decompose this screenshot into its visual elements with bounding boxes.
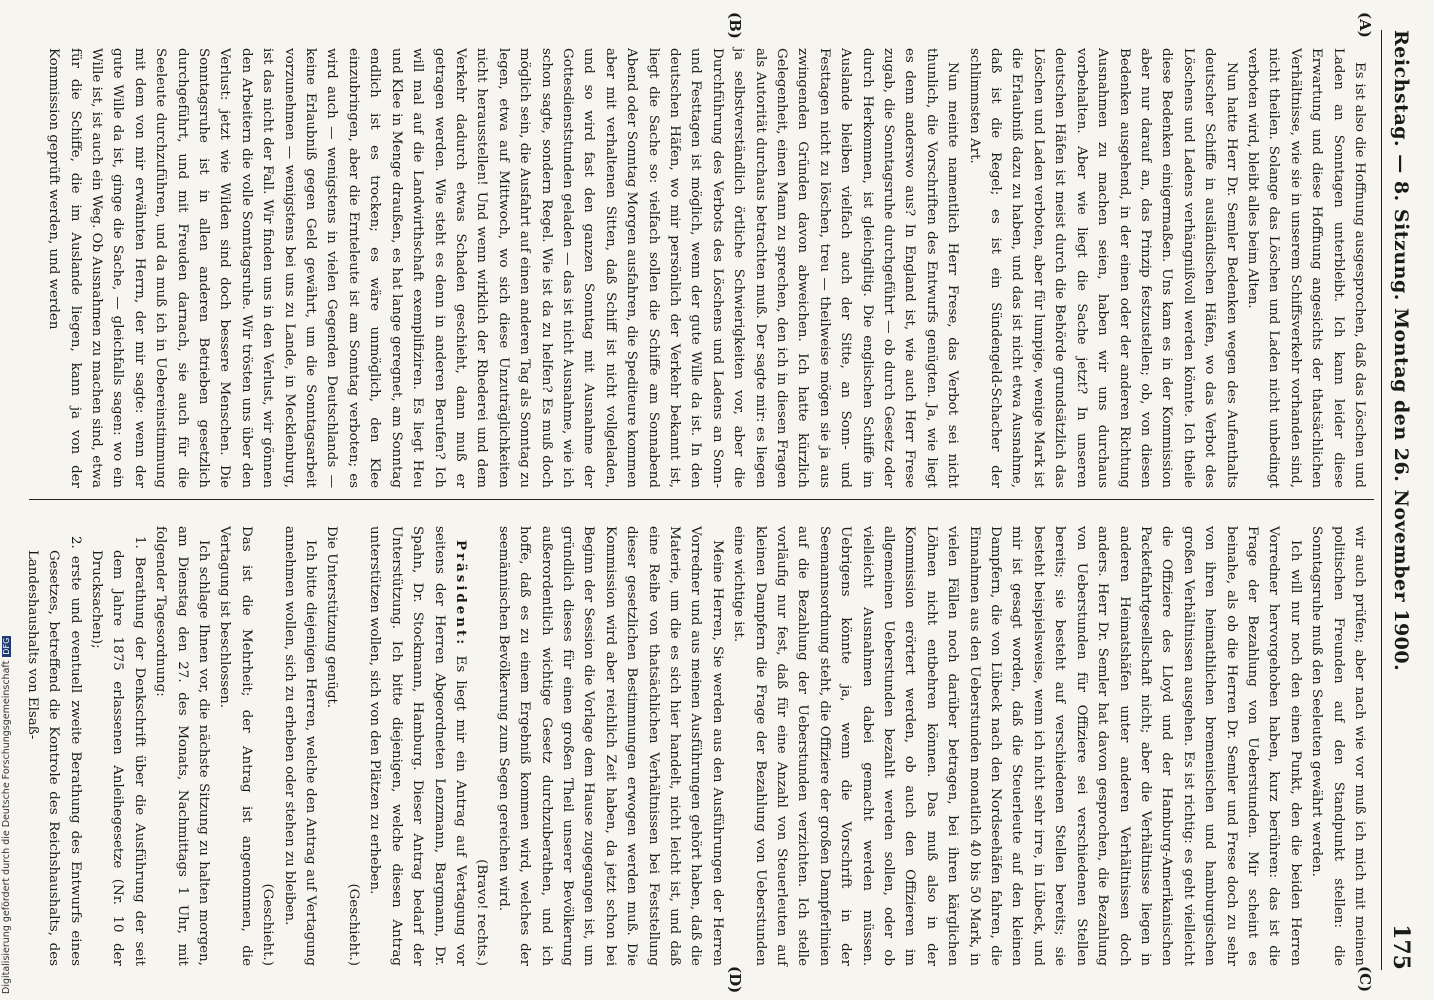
president-paragraph (364, 526, 471, 966)
applause-note: (Bravo! rechts.) (474, 859, 490, 966)
stage-note: (Geschieht.) (260, 883, 276, 966)
footer-text (1, 636, 12, 994)
page-number: 175 (1388, 924, 1414, 970)
footer-credit (1, 0, 15, 1000)
speaker-label: Präsident: (452, 540, 469, 648)
list-item: 1. Berathung der Denkschrift über die Ausführung der seit dem Jahre 1875 erlassenen Anleihegesetze (Nr. 10 der Drucksachen); (89, 536, 147, 966)
page-header (1386, 30, 1416, 970)
list-item: 2. erste und eventuell zweite Berathung des Entwurfs eines Gesetzes, betreffend die Kontrole des Reichshaushalts, des Landeshaushalts von Elsaß- (24, 536, 83, 966)
paragraph: Ich bitte diejenigen Herren, welche den Antrag auf Vertagung annehmen wollen, sich zu erheben oder stehen zu bleiben. (281, 526, 319, 966)
paragraph: Das ist die Mehrheit; der Antrag ist angenommen, die Vertagung ist beschlossen. (217, 526, 254, 966)
president-text: Es liegt mir ein Antrag auf Vertagung vor seitens der Herren Abgeordneten Lenzmann, Bargmann, Dr. Spahn, Dr. Stockmann, Hamburg. Dieser Antrag bedarf der Unterstützung. Ich bitte diejenigen, welche diesen Antrag unterstützen wollen, sich von den Plätzen zu erheben. (367, 526, 468, 967)
header-rule (1381, 30, 1382, 970)
margin-marker-d: (D) (726, 966, 744, 994)
paragraph: Die Unterstützung genügt. (324, 526, 340, 709)
paragraph: wir auch prüfen; aber nach wie vor muß ich mich mit meinen politischen Freunden auf den Standpunkt stellen: die Sonntagsruhe muß den Seeleuten gewährt werden. (1309, 526, 1367, 966)
paragraph: Es ist also die Hoffnung ausgesprochen, daß das Löschen und Laden an Sonntagen unterbleibt. Ich kann leider diese Erwartung und diese Hoffnung angesichts der thatsächlichen Verhältnisse, wie sie in unserem Schiffsverkehr vorhanden sind, nicht theilen. Solange das Löschen und Laden nicht unbedingt verboten wird, bleibt alles beim Alten. (1244, 48, 1367, 488)
paragraph: Ich will nur noch den einen Punkt, den die beiden Herren Vorredner hervorgehoben haben, kurz berühren: das ist die Frage der Bezahlung von Ueberstunden. Mir scheint es beinahe, als ob die Herren Dr. Semler und Frese doch zu sehr von ihren heimathlichen bremenischen und hamburgischen großen Verhältnissen ausgehen. Es ist richtig: es geht vielleicht die Offiziere des Lloyd und der Hamburg-Amerikanischen Packetfahrtgesellschaft nicht; aber die Verhältnisse liegen in anderen Heimatshäfen unter anderen Verhältnissen doch anders. Herr Dr. Semler hat davon gesprochen, die Bezahlung von Ueberstunden für Offiziere sei verschiedenen Stellen bereits; sie besteht auf verschiedenen Stellen bereits; sie besteht beispielsweise, wenn ich nicht sehr irre, in Lübeck, und mir ist gesagt worden, daß die Steuerleute auf den kleinen Dampfern, die von Lübeck nach den Nordseehäfen fahren, die Einnahmen aus den Ueberstunden monatlich 40 bis 50 Mark, in vielen Fällen noch darüber betragen, bei ihren kärglichen Löhnen nicht entbehren können. Das muß also in der Kommission erörtert werden, ob auch den Offizieren im allgemeinen Ueberstunden bezahlt werden sollen, oder ob vielleicht Ausnahmen dabei gemacht werden müssen. Uebrigens könnte ja, wenn die Vorschrift in der Seemannsordnung steht, die Offiziere der großen Dampferlinien auf die Bezahlung der Ueberstunden verzichten. Ich stelle vorläufig nur fest, daß für eine Anzahl von Steuerleuten auf kleinen Dampfern die Frage der Bezahlung von Ueberstunden eine wichtige ist. (731, 526, 1303, 966)
paragraph: Nun meinte namentlich Herr Frese, das Verbot sei nicht thunlich, die Vorschriften des Entwurfs genügten. Ja, wie liegt es denn anderswo aus? In England ist, wie auch Herr Frese zugab, die Sonntagsruhe durchgeführt — ob durch Gesetz oder durch Herkommen, ist gleichgiltig. Die englischen Schiffe im Auslande bleiben vielfach auch der Sitte, an Sonn- und Festtagen nicht zu löschen, treu — theilweise mögen sie ja aus zwingenden Gründen davon abweichen. Ich hatte kürzlich Gelegenheit, einen Mann zu sprechen, den ich in diesen Fragen als Autorität durchaus betrachten muß. Der sagte mir: es liegen ja selbstverständlich örtliche Schwierigkeiten vor, aber die Durchführung des Verbots des Löschens und Ladens an Sonn- und Festtagen ist möglich, wenn der gute Wille da ist. In den deutschen Häfen, wo mir persönlich der Verkehr bekannt ist, liegt die Sache so: vielfach sollen die Schiffe am Sonnabend Abend oder Sonntag Morgen ausfahren, die Spediteure kommen aber mit verhaltenen Sitten, daß Schiff ist nicht vollgeladen, und so wird fast den ganzen Sonntag mit Ausnahme der Gottesdienststunden geladen — das ist nicht Ausnahme, wie ich schon sagte, sondern Regel. Wie ist da zu helfen? Es muß doch möglich sein, die Ausfahrt auf einen anderen Tag als Sonntag zu legen, etwa auf Mittwoch, wo sich diese Unzuträglichkeiten nicht herausstellen! Und wenn wirklich der Rhederei und dem Verkehr dadurch etwas Schaden geschieht, dann muß er getragen werden. Wie steht es denn in anderen Berufen? Ich will mal auf die Landwirthschaft exemplifiziren. Es liegt Heu und Klee in Menge draußen, es hat lange geregnet, am Sonntag endlich ist es trocken; es wäre unmöglich, den Klee einzubringen, aber die Ernteleute ist am Sonntag verboten; es wird auch — wenigstens in vielen Gegenden Deutschlands — keine Erlaubniß gegen Geld gewährt, um die Sonntagsarbeit vorzunehmen — wenigstens bei uns zu Lande, in Mecklenburg, ist das nicht der Fall. Wir finden uns in den Verlust, wir gönnen den Arbeitern die volle Sonntagsruhe. Wir trösten uns über den Verlust: jetzt wie Wilden sind doch bessere Menschen. Die Sonntagsruhe ist in allen anderen Betrieben gesetzlich durchgeführt, und mit Freuden darnach, sie auch für die Seeleute durchzuführen, und da muß ich in Uebereinstimmung mit dem von mir erwähnten Herrn, der mir sagte: wenn der gute Wille da ist, ginge die Sache, — gleichfalls sagen: wo ein Wille ist, ist auch ein Weg. Ob Ausnahmen zu machen sind, etwa für die Schiffe, die im Auslande liegen, kann ja von der Kommission geprüft werden, und werden (46, 48, 961, 488)
dfg-logo: DFG (2, 637, 11, 655)
paragraph: Nun hatte Herr Dr. Semler Bedenken wegen des Aufenthalts deutscher Schiffe in ausländischen Häfen, wo das Verbot des Löschens und Ladens verhängnißvoll werden könnte. Ich theile diese Bedenken einigermaßen. Uns kam es in der Kommission aber nur darauf an, das Prinzip festzustellen; ob, von diesen Bedenken ausgehend, in der einen oder der anderen Richtung Ausnahmen zu machen seien, haben wir uns durchaus vorbehalten. Aber wie liegt die Sache jetzt? In unseren deutschen Häfen ist meist durch die Behörde grundsätzlich das Löschen und Laden verboten, aber für lumpige, wenige Mark ist die Erlaubniß dazu zu haben, und das ist nicht etwa Ausnahme, daß ist die Regel; es ist ein Sündengeld-Schacher der schlimmsten Art. (966, 48, 1239, 488)
margin-marker-c: (C) (1356, 966, 1374, 993)
right-column (21, 526, 1370, 966)
page-title: Reichstag. — 8. Sitzung. Montag den 26. November 1900. (1390, 30, 1412, 672)
margin-marker-b: (B) (726, 12, 744, 39)
paragraph: Meine Herren, Sie werden aus den Ausführungen der Herren Vorredner und aus meinen Ausführungen gehört haben, daß die Materie, um die es sich hier handelt, nicht leicht ist, und daß eine Reihe von thatsächlichen Verhältnissen bei Feststellung dieser gesetzlichen Bestimmungen erwogen werden muß. Die Kommission wird aber reichlich Zeit haben, da jetzt schon bei Beginn der Session die Vorlage dem Hause zugegangen ist, um gründlich dieses für einen großen Theil unserer Bevölkerung außerordentlich wichtige Gesetz durchzuberathen, und ich hoffe, daß es zu einem Ergebniß kommen wird, welches der seemännischen Bevölkerung zum Segen gereichen wird. (495, 526, 725, 966)
stage-note: (Geschieht.) (345, 883, 361, 966)
margin-marker-a: (A) (1356, 12, 1374, 38)
agenda-list (21, 526, 149, 966)
column-rule (29, 499, 1374, 500)
paragraph: Ich schlage Ihnen vor, die nächste Sitzung zu halten morgen, am Dienstag den 27. des Monats, Nachmittags 1 Uhr, mit folgender Tagesordnung: (153, 526, 212, 966)
left-column (43, 48, 1370, 488)
footer-label: Digitalisierung gefördert durch die Deutsche Forschungsgemeinschaft (1, 660, 12, 994)
